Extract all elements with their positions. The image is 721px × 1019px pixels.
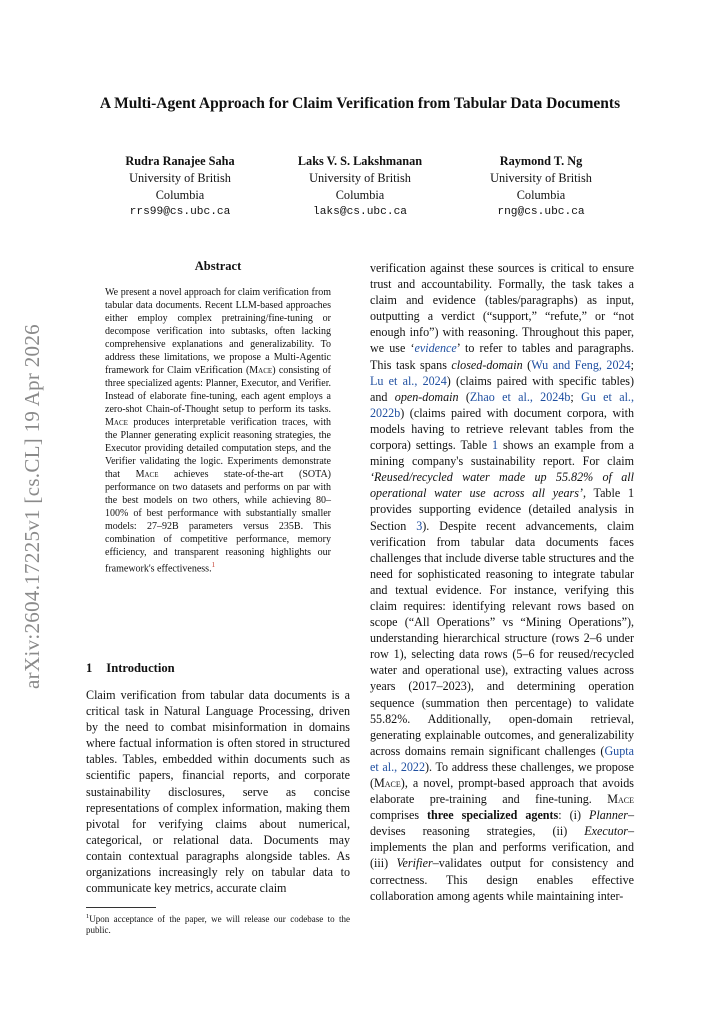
- text-run: ). Despite recent advancements, claim verification from tabular data documents faces challenges that include diverse table structures and the need for sophisticated reasoning to integrate tabular and textual evidence. For instance, verifying this claim requires: identifying relevant rows based on scope (“All Operations” vs “Mining Operations”), understanding hierarchical structure (rows 2–6 under row 1), selecting data rows (5–6 for reused/recycled water and operational use), extracting values across years (2017–2023), and determining operation sequence (summation then percentage) to validate 55.82%. Additionally, open-domain retrieval, generating explainable outcomes, and generalizability across domains remain significant challenges (: [370, 518, 634, 758]
- text-run: , Table 1 provides supporting evidence (detailed analysis in Section: [370, 486, 634, 533]
- text-run: comprises: [370, 808, 428, 823]
- text-run: –devises reasoning strategies, (ii): [370, 808, 635, 839]
- text-run: verification against these sources is critical to ensure trust and accountability. Formally, the task takes a claim and evidence (tables/paragraphs) as input, outputting a verdict (“support,” “refute,” or “not enough info”) with reasoning. Throughout this paper, we use ‘: [370, 261, 634, 356]
- text-run: ;: [630, 357, 634, 372]
- mace-name: Mace: [249, 365, 273, 376]
- text-run: –validates output for consistency and correctness. This design enables effective collaboration among agents while maintaining inter-: [370, 856, 634, 903]
- abstract-heading: Abstract: [194, 259, 242, 273]
- abstract-part: achieves state-of-the-art (SOTA) performance on two datasets and performs on par with the best models on two others, while achieving 80–100% of best performance with substantially smaller models: 27–92B parameters versus 235B. This combination of competitive performance, memory efficiency, and transparent reasoning highlights our framework's effectiveness.: [105, 469, 332, 575]
- author-email: rrs99@cs.ubc.ca: [129, 206, 231, 218]
- table-ref-link[interactable]: 1: [492, 438, 499, 453]
- citation-link[interactable]: Gu et al., 2022b: [370, 389, 634, 420]
- agent-verifier: Verifier: [396, 856, 433, 871]
- author-email: rng@cs.ubc.ca: [497, 206, 585, 218]
- evidence-term: evidence: [414, 341, 457, 356]
- footnote-divider: [86, 907, 156, 908]
- mace-name: Mace: [135, 469, 159, 480]
- author-email: laks@cs.ubc.ca: [313, 206, 407, 218]
- author-3: [466, 153, 616, 221]
- section-ref-link[interactable]: 3: [416, 518, 423, 533]
- author-2: [285, 153, 435, 221]
- mace-name: Mace: [374, 776, 401, 790]
- author-name: Rudra Ranajee Saha: [125, 154, 235, 168]
- text-run: : (i): [558, 808, 589, 823]
- author-name: Raymond T. Ng: [499, 154, 583, 168]
- agent-executor: Executor: [584, 824, 628, 839]
- text-run: (: [458, 389, 470, 404]
- right-column-text: [370, 260, 634, 904]
- text-run: ) (claims paired with document corpora, with models having to retrieve relevant tables from the corpora) settings. Table: [370, 405, 634, 453]
- citation-link[interactable]: Gupta et al., 2022: [370, 743, 634, 774]
- arxiv-stamp: [10, 296, 54, 716]
- footnote: [86, 911, 350, 936]
- text-run: ). To address these challenges, we propose (: [370, 759, 634, 790]
- example-claim: ‘Reused/recycled water made up 55.82% of all operational water use across all years’: [370, 470, 634, 501]
- arxiv-stamp-text: arXiv:2604.17225v1 [cs.CL] 19 Apr 2026: [19, 323, 44, 689]
- paper-title: A Multi-Agent Approach for Claim Verification from Tabular Data Documents: [99, 95, 621, 112]
- open-domain-term: open-domain: [394, 389, 459, 404]
- citation-link[interactable]: Wu and Feng, 2024: [531, 357, 631, 372]
- author-1: [105, 153, 255, 221]
- section-heading: [86, 661, 189, 676]
- abstract-text: [105, 286, 331, 575]
- author-affiliation: University of British Columbia: [129, 171, 231, 202]
- footnote-mark: 1: [86, 913, 90, 920]
- abstract-part: We present a novel approach for claim verification from tabular data documents. Recent LLM-based approaches either employ complex pretraining/fine-tuning or decompose verification into subtasks, often lacking comprehensive explanations and generalizability. To address these limitations, we propose a Multi-Agentic framework for Claim vErification (: [105, 287, 331, 376]
- text-run: ;: [570, 389, 582, 404]
- footnote-ref[interactable]: 1: [211, 561, 216, 569]
- text-run: ), a novel, prompt-based approach that avoids elaborate pre-training and fine-tuning.: [370, 776, 634, 807]
- text-run: ’ to refer to tables and paragraphs. This task spans: [370, 341, 634, 372]
- agent-planner: Planner: [589, 808, 628, 823]
- citation-link[interactable]: Lu et al., 2024: [370, 373, 447, 388]
- author-affiliation: University of British Columbia: [309, 171, 411, 202]
- footnote-text: Upon acceptance of the paper, we will release our codebase to the public.: [86, 914, 350, 935]
- mace-name: Mace: [607, 792, 634, 807]
- author-affiliation: University of British Columbia: [490, 171, 592, 202]
- text-run: (: [522, 357, 532, 372]
- abstract-part: ) consisting of three specialized agents: Planner, Executor, and Verifier. Instead of elaborate fine-tuning, each agent employs a zero-shot Chain-of-Thought setup to perform its tasks.: [105, 365, 332, 415]
- citation-link[interactable]: Zhao et al., 2024b: [469, 389, 571, 404]
- abstract-part: produces interpretable verification traces, with the Planner generating explicit reasoning strategies, the Executor providing detailed computation steps, and the Verifier validating the logic. Experiments demonstrate that: [105, 417, 331, 480]
- bold-phrase: three specialized agents: [427, 808, 559, 823]
- text-run: – implements the plan and performs verification, and (iii): [370, 824, 634, 871]
- section-number: 1: [86, 661, 93, 675]
- section-title: Introduction: [106, 661, 175, 675]
- closed-domain-term: closed-domain: [451, 357, 523, 372]
- intro-paragraph: Claim verification from tabular data documents is a critical task in Natural Language Processing, driven by the need to combat misinformation in domains where factual information is often stored in structured tables. Tables, embedded within documents such as scientific papers, financial reports, and corporate sustainability disclosures, serve as concise representations of complex information, making them pivotal for verifying claims about numerical, categorical, or relational data. Documents may contain contextual paragraphs alongside tables. As organizations increasingly rely on tabular data to communicate key metrics, accurate claim: [86, 688, 350, 896]
- mace-name: Mace: [105, 417, 128, 428]
- text-run: shows an example from a mining company's sustainability report. For claim: [370, 438, 634, 469]
- text-run: ) (claims paired with specific tables) and: [370, 373, 634, 404]
- author-name: Laks V. S. Lakshmanan: [297, 154, 423, 168]
